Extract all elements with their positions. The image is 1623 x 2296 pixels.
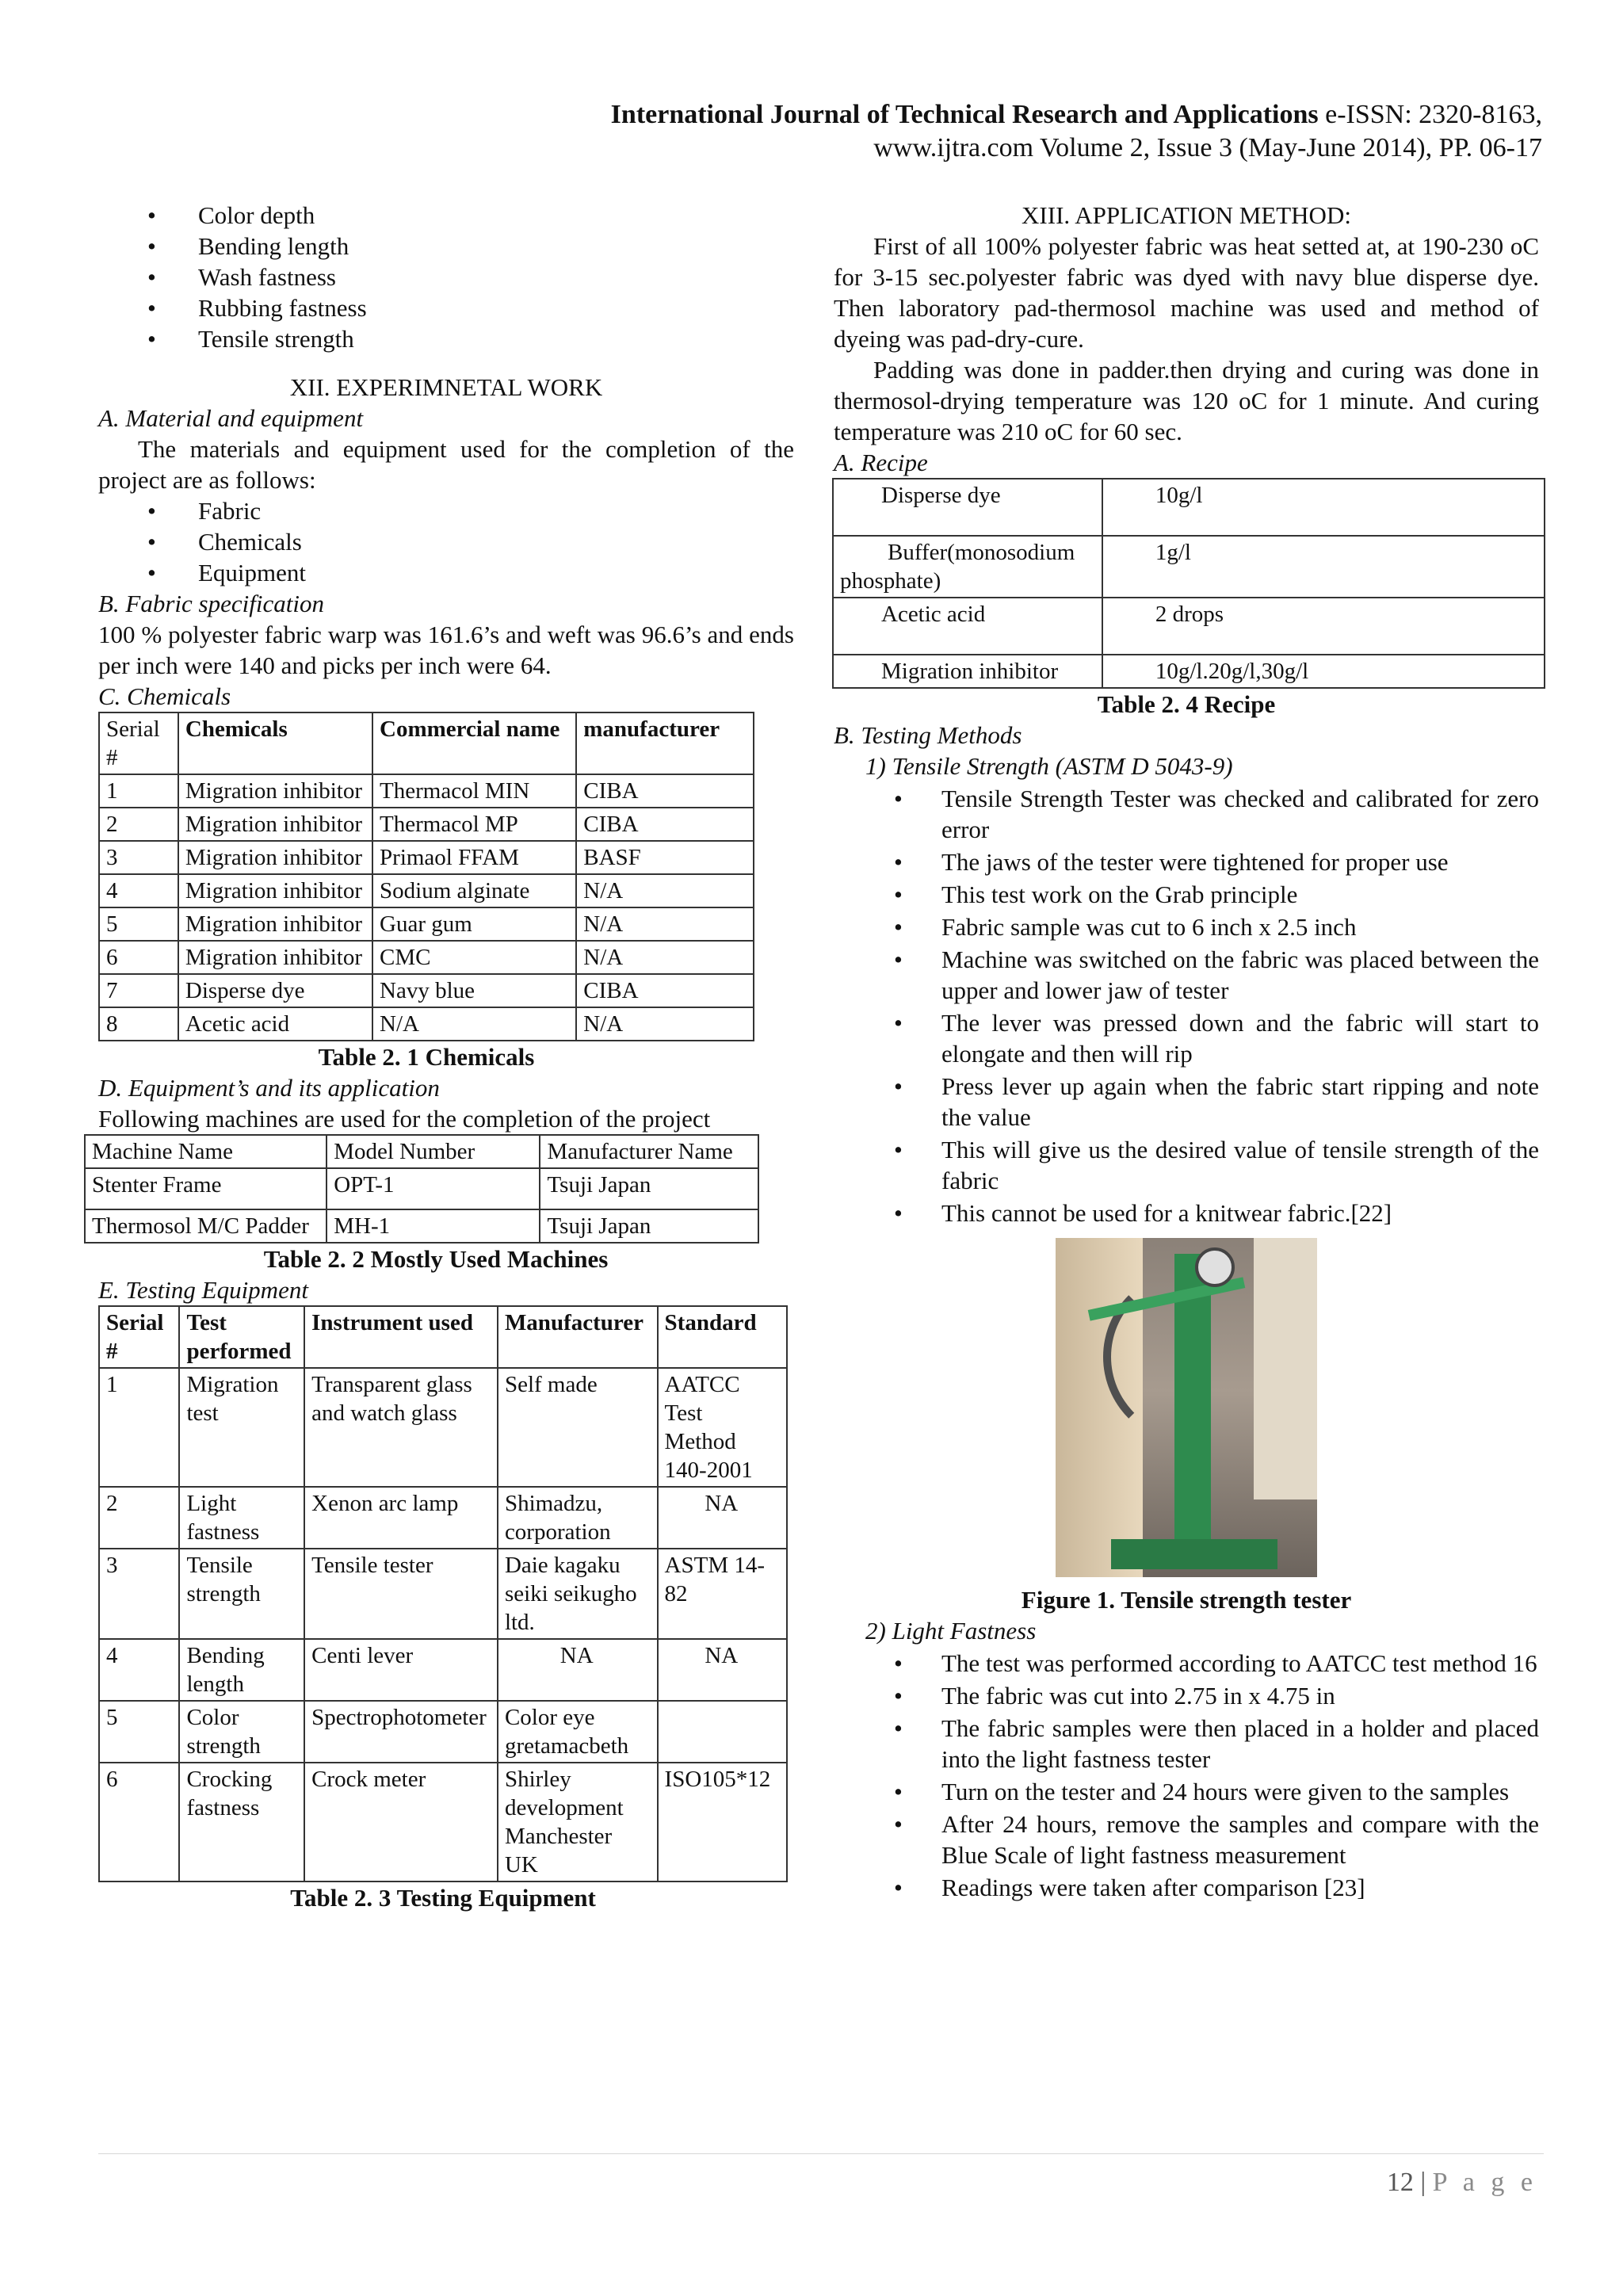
section-heading-application: XIII. APPLICATION METHOD: — [1022, 201, 1351, 229]
list-item: • The jaws of the tester were tightened for proper use — [834, 846, 1539, 877]
table-row — [85, 1209, 758, 1243]
table-cell: Acetic acid — [178, 1007, 372, 1041]
machines-table — [84, 1134, 759, 1244]
table-row — [99, 808, 754, 841]
table-row — [99, 1763, 787, 1881]
table-row — [99, 1368, 787, 1487]
list-item: • Wash fastness — [98, 262, 794, 292]
table-cell: 1g/l — [1102, 536, 1545, 598]
tensile-tester-photo — [1056, 1238, 1317, 1577]
list-item: • This test work on the Grab principle — [834, 879, 1539, 910]
subheading-chemicals: C. Chemicals — [98, 682, 231, 710]
table-cell: 2 — [99, 808, 178, 841]
page-number — [1387, 2167, 1537, 2198]
list-item: • Equipment — [98, 557, 794, 588]
table-header-cell: Instrument used — [304, 1306, 498, 1368]
figure-caption: Figure 1. Tensile strength tester — [1021, 1586, 1352, 1614]
header-line1 — [611, 98, 1542, 132]
journal-header — [611, 98, 1542, 165]
subheading-recipe: A. Recipe — [834, 449, 928, 476]
table-cell: ISO105*12 — [658, 1763, 787, 1881]
subheading-equipment: D. Equipment’s and its application — [98, 1074, 440, 1102]
table-cell: Bending length — [179, 1639, 304, 1701]
table-row — [99, 941, 754, 974]
subheading-tensile: 1) Tensile Strength (ASTM D 5043-9) — [865, 752, 1233, 780]
table-cell: Migration test — [179, 1368, 304, 1487]
table-cell: Shirley development Manchester UK — [498, 1763, 658, 1881]
subheading-fabric: B. Fabric specification — [98, 590, 324, 617]
subheading-light-fastness: 2) Light Fastness — [865, 1617, 1037, 1645]
table-row — [833, 655, 1545, 688]
table-header-cell: Standard — [658, 1306, 787, 1368]
property-list — [98, 200, 794, 354]
table-row — [99, 1701, 787, 1763]
list-item: • After 24 hours, remove the samples and compare with the Blue Scale of light fastness measurement — [834, 1809, 1539, 1870]
footer-divider — [98, 2153, 1544, 2154]
testing-equipment-table — [98, 1305, 788, 1882]
recipe-table — [832, 478, 1545, 689]
table-cell: Shimadzu, corporation — [498, 1487, 658, 1549]
list-item: • Tensile Strength Tester was checked and calibrated for zero error — [834, 783, 1539, 845]
table-row — [833, 598, 1545, 655]
paragraph-application-2: Padding was done in padder.then drying and curing was done in thermosol-drying temperature was 120 oC for 1 minute. And curing temperature was 210 oC for 60 sec. — [834, 356, 1539, 445]
right-column — [834, 200, 1539, 1903]
list-item: • Press lever up again when the fabric start ripping and note the value — [834, 1071, 1539, 1133]
tensile-steps-list — [834, 783, 1539, 1228]
table-header-cell: Manufacturer — [498, 1306, 658, 1368]
table-cell: N/A — [372, 1007, 576, 1041]
table-cell: Xenon arc lamp — [304, 1487, 498, 1549]
table-cell: Color eye gretamacbeth — [498, 1701, 658, 1763]
table-cell: NA — [658, 1639, 787, 1701]
table-header-cell: Commercial name — [372, 712, 576, 774]
table-cell: Migration inhibitor — [178, 808, 372, 841]
table-header-cell: Manufacturer Name — [540, 1135, 758, 1168]
section-heading-experimental: XII. EXPERIMNETAL WORK — [289, 373, 603, 401]
list-item: • Machine was switched on the fabric was placed between the upper and lower jaw of tester — [834, 944, 1539, 1006]
table-cell: 4 — [99, 874, 178, 907]
table-caption: Table 2. 2 Mostly Used Machines — [263, 1245, 609, 1273]
table-row — [99, 907, 754, 941]
list-item: • The fabric was cut into 2.75 in x 4.75 in — [834, 1680, 1539, 1711]
table-cell: Disperse dye — [178, 974, 372, 1007]
table-cell: OPT-1 — [327, 1168, 540, 1209]
table-cell: 3 — [99, 1549, 179, 1639]
page-number-value: 12 | — [1386, 2168, 1433, 2197]
table-cell: ASTM 14-82 — [658, 1549, 787, 1639]
table-cell: Migration inhibitor — [178, 874, 372, 907]
table-cell: NA — [658, 1487, 787, 1549]
list-item: • Chemicals — [98, 526, 794, 557]
table-header-cell: Serial # — [99, 1306, 179, 1368]
table-cell: Guar gum — [372, 907, 576, 941]
table-cell: 5 — [99, 1701, 179, 1763]
table-cell: 1 — [99, 1368, 179, 1487]
list-item: • Turn on the tester and 24 hours were given to the samples — [834, 1776, 1539, 1807]
list-item: • The lever was pressed down and the fabric will start to elongate and then will rip — [834, 1007, 1539, 1069]
list-item: • Fabric sample was cut to 6 inch x 2.5 inch — [834, 911, 1539, 942]
table-cell: NA — [498, 1639, 658, 1701]
table-cell: Tensile tester — [304, 1549, 498, 1639]
subheading-material: A. Material and equipment — [98, 404, 364, 432]
table-cell: 6 — [99, 941, 178, 974]
table-cell: 4 — [99, 1639, 179, 1701]
table-cell: N/A — [576, 941, 754, 974]
paragraph-fabric: 100 % polyester fabric warp was 161.6’s and weft was 96.6’s and ends per inch were 140 and picks per inch were 64. — [98, 621, 794, 679]
table-header-cell: Chemicals — [178, 712, 372, 774]
list-item: • This will give us the desired value of tensile strength of the fabric — [834, 1134, 1539, 1196]
table-cell: Daie kagaku seiki seikugho ltd. — [498, 1549, 658, 1639]
table-cell: CIBA — [576, 808, 754, 841]
table-cell: Buffer(monosodium phosphate) — [833, 536, 1102, 598]
table-row — [99, 1639, 787, 1701]
table-cell: N/A — [576, 907, 754, 941]
table-row — [85, 1168, 758, 1209]
table-header-cell: Model Number — [327, 1135, 540, 1168]
table-cell: 5 — [99, 907, 178, 941]
table-caption: Table 2. 1 Chemicals — [318, 1043, 535, 1071]
paragraph-equipment: Following machines are used for the completion of the project — [98, 1105, 711, 1133]
table-header-row — [85, 1135, 758, 1168]
tester-base — [1111, 1539, 1277, 1569]
table-cell: N/A — [576, 874, 754, 907]
table-cell: 6 — [99, 1763, 179, 1881]
table-row — [833, 536, 1545, 598]
table-header-cell: Serial # — [99, 712, 178, 774]
table-cell: Migration inhibitor — [833, 655, 1102, 688]
list-item: • The fabric samples were then placed in a holder and placed into the light fastness tester — [834, 1713, 1539, 1775]
table-header-cell: manufacturer — [576, 712, 754, 774]
table-cell: Self made — [498, 1368, 658, 1487]
dial-gauge-icon — [1195, 1247, 1235, 1287]
table-cell: Disperse dye — [833, 479, 1102, 536]
table-cell: Navy blue — [372, 974, 576, 1007]
table-row — [99, 874, 754, 907]
table-cell: CMC — [372, 941, 576, 974]
table-cell: Stenter Frame — [85, 1168, 327, 1209]
table-header-row — [99, 1306, 787, 1368]
table-cell: Tensile strength — [179, 1549, 304, 1639]
table-cell: Spectrophotometer — [304, 1701, 498, 1763]
table-row — [99, 1549, 787, 1639]
table-cell: Crocking fastness — [179, 1763, 304, 1881]
table-cell: 2 — [99, 1487, 179, 1549]
subheading-testing-methods: B. Testing Methods — [834, 721, 1022, 749]
table-cell: AATCC Test Method 140-2001 — [658, 1368, 787, 1487]
chemicals-table — [98, 712, 754, 1041]
left-column — [92, 200, 794, 1913]
list-item: • Rubbing fastness — [98, 292, 794, 323]
table-cell: BASF — [576, 841, 754, 874]
table-cell: CIBA — [576, 974, 754, 1007]
table-cell: MH-1 — [327, 1209, 540, 1243]
table-cell: 7 — [99, 974, 178, 1007]
header-line2: www.ijtra.com Volume 2, Issue 3 (May-June 2014), PP. 06-17 — [873, 133, 1542, 162]
table-cell: 8 — [99, 1007, 178, 1041]
list-item: • Tensile strength — [98, 323, 794, 354]
table-cell: 2 drops — [1102, 598, 1545, 655]
table-cell: Centi lever — [304, 1639, 498, 1701]
table-cell: 1 — [99, 774, 178, 808]
table-cell: Transparent glass and watch glass — [304, 1368, 498, 1487]
table-cell — [658, 1701, 787, 1763]
table-cell: Acetic acid — [833, 598, 1102, 655]
table-row — [99, 1487, 787, 1549]
table-cell: Migration inhibitor — [178, 907, 372, 941]
table-cell: Thermosol M/C Padder — [85, 1209, 327, 1243]
table-cell: Crock meter — [304, 1763, 498, 1881]
table-cell: Thermacol MIN — [372, 774, 576, 808]
table-row — [833, 479, 1545, 536]
list-item: • The test was performed according to AATCC test method 16 — [834, 1648, 1539, 1679]
light-fastness-list — [834, 1648, 1539, 1903]
table-cell: 10g/l.20g/l,30g/l — [1102, 655, 1545, 688]
table-header-row — [99, 712, 754, 774]
table-row — [99, 841, 754, 874]
table-row — [99, 974, 754, 1007]
list-item: • Color depth — [98, 200, 794, 231]
table-caption: Table 2. 4 Recipe — [1097, 690, 1276, 718]
table-cell: Sodium alginate — [372, 874, 576, 907]
table-header-cell: Machine Name — [85, 1135, 327, 1168]
list-item: • This cannot be used for a knitwear fabric.[22] — [834, 1198, 1539, 1228]
table-header-cell: Test performed — [179, 1306, 304, 1368]
table-cell: N/A — [576, 1007, 754, 1041]
table-cell: Tsuji Japan — [540, 1209, 758, 1243]
table-cell: Light fastness — [179, 1487, 304, 1549]
table-cell: Tsuji Japan — [540, 1168, 758, 1209]
materials-list — [98, 495, 794, 588]
table-cell: Migration inhibitor — [178, 941, 372, 974]
table-row — [99, 774, 754, 808]
subheading-testing-equipment: E. Testing Equipment — [98, 1276, 308, 1304]
figure-tensile-tester — [834, 1238, 1539, 1584]
journal-issn: e-ISSN: 2320-8163, — [1318, 100, 1542, 129]
page-word: P a g e — [1432, 2168, 1537, 2197]
table-cell: 3 — [99, 841, 178, 874]
table-cell: Color strength — [179, 1701, 304, 1763]
table-cell: Thermacol MP — [372, 808, 576, 841]
table-cell: CIBA — [576, 774, 754, 808]
table-caption: Table 2. 3 Testing Equipment — [290, 1884, 596, 1912]
paragraph-application-1: First of all 100% polyester fabric was heat setted at, at 190-230 oC for 3-15 sec.polyester fabric was dyed with navy blue disperse dye. Then laboratory pad-thermosol machine was used and method of dyeing was pad-dry-cure. — [834, 232, 1539, 353]
paragraph-materials: The materials and equipment used for the completion of the project are as follows: — [98, 435, 794, 494]
table-row — [99, 1007, 754, 1041]
list-item: • Bending length — [98, 231, 794, 262]
table-cell: Migration inhibitor — [178, 774, 372, 808]
list-item: • Readings were taken after comparison [23] — [834, 1872, 1539, 1903]
table-cell: Primaol FFAM — [372, 841, 576, 874]
journal-title: International Journal of Technical Research and Applications — [610, 100, 1319, 129]
table-cell: Migration inhibitor — [178, 841, 372, 874]
list-item: • Fabric — [98, 495, 794, 526]
table-cell: 10g/l — [1102, 479, 1545, 536]
